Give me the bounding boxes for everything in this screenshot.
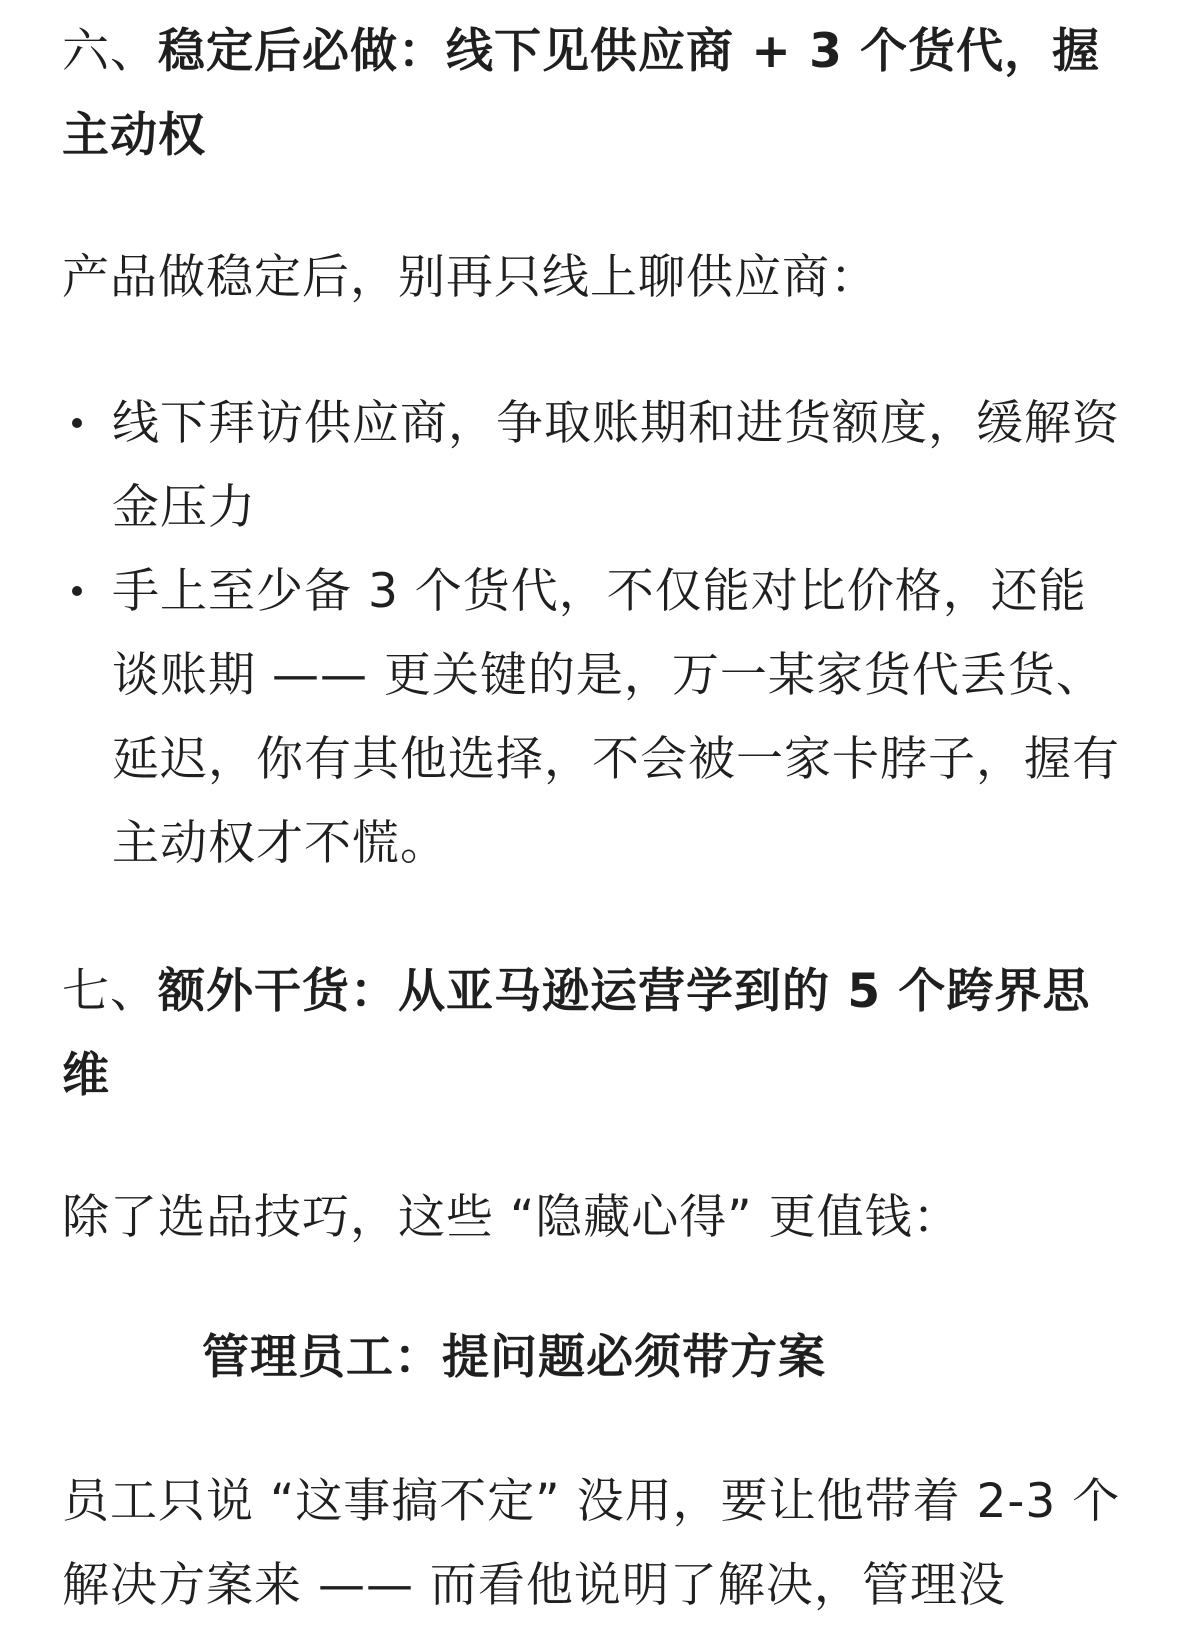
list-item [62,382,1122,550]
section-number: 六、 [62,24,158,79]
paragraph: 员工只说 “这事搞不定” 没用，要让他带着 2-3 个解决方案来 —— 而看他说明了解决，管理没 [62,1474,1121,1613]
list-item-text: 线下拜访供应商，争取账期和进货额度，缓解资金压力 [112,396,1120,535]
subheading: 管理员工：提问题必须带方案 [202,1330,826,1385]
section-number: 七、 [62,964,158,1019]
section-title: 额外干货：从亚马逊运营学到的 5 个跨界思维 [62,964,1091,1103]
section-heading-6 [62,10,1122,178]
list-item-text: 手上至少备 3 个货代，不仅能对比价格，还能谈账期 —— 更关键的是，万一某家货代丢货、延迟，你有其他选择，不会被一家卡脖子，握有主动权才不慌。 [112,564,1120,871]
list-item [62,550,1122,886]
bullet-dot-icon [72,586,82,596]
bullet-dot-icon [72,418,82,428]
section-intro: 产品做稳定后，别再只线上聊供应商： [62,250,878,305]
bullet-list [62,382,1122,886]
section-intro: 除了选品技巧，这些 “隐藏心得” 更值钱： [62,1190,961,1245]
section-heading-7 [62,950,1122,1118]
section-title: 稳定后必做：线下见供应商 + 3 个货代，握主动权 [62,24,1101,163]
